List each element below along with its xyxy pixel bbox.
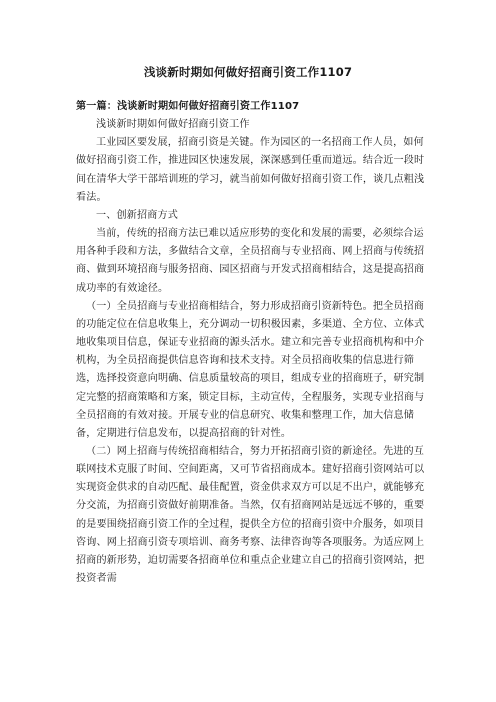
paragraph-innovation: 当前，传统的招商方法已难以适应形势的变化和发展的需要，必须综合运用各种手段和方法，多做结合文章，全员招商与专业招商、网上招商与传统招商、做到环境招商与服务招商、园区招商与开发式招商相结合，这是提高招商成功率的有效途径。: [76, 228, 425, 294]
paragraph-point-2: （二）网上招商与传统招商相结合，努力开拓招商引资的新途径。先进的互联网技术克服了时间、空间距离，又可节省招商成本。建好招商引资网站可以实现资金供求的自动匹配、最佳配置，资金供求双方可以足不出户，就能够充分交流，为招商引资做好前期准备。当然，仅有招商网站是远远不够的，重要的是要围绕招商引资工作的全过程，提供全方位的招商引资中介服务，如项目咨询、网上招商引资专项培训、商务考察、法律咨询等各项服务。为适应网上招商的新形势，迫切需要各招商单位和重点企业建立自己的招商引资网站，把投资者需: [76, 445, 425, 585]
article-subtitle: 浅谈新时期如何做好招商引资工作: [96, 119, 250, 131]
paragraph-intro: 工业园区要发展，招商引资是关键。作为园区的一名招商工作人员，如何做好招商引资工作，推进园区快速发展，深深感到任重而道远。结合近一段时间在清华大学干部培训班的学习，就当前如何做好招商引资工作，谈几点粗浅看法。: [76, 137, 425, 203]
document-body: [76, 98, 432, 588]
section-heading: 第一篇：浅谈新时期如何做好招商引资工作1107: [76, 101, 300, 112]
document-title: 浅谈新时期如何做好招商引资工作1107: [143, 65, 353, 79]
paragraph-point-1: （一）全员招商与专业招商相结合，努力形成招商引资新特色。把全员招商的功能定位在信息收集上，充分调动一切积极因素，多渠道、全方位、立体式地收集项目信息，保证专业招商的源头活水。建立和完善专业招商机构和中介机构，为全员招商提供信息咨询和技术支持。对全员招商收集的信息进行筛选，选择投资意向明确、信息质量较高的项目，组成专业的招商班子，研究制定完整的招商策略和方案，锁定目标，主动宣传，全程服务，实现专业招商与全员招商的有效对接。开展专业的信息研究、收集和整理工作，加大信息储备，定期进行信息发布，以提高招商的针对性。: [76, 300, 425, 439]
subheading-innovation: 一、创新招商方式: [96, 209, 178, 221]
